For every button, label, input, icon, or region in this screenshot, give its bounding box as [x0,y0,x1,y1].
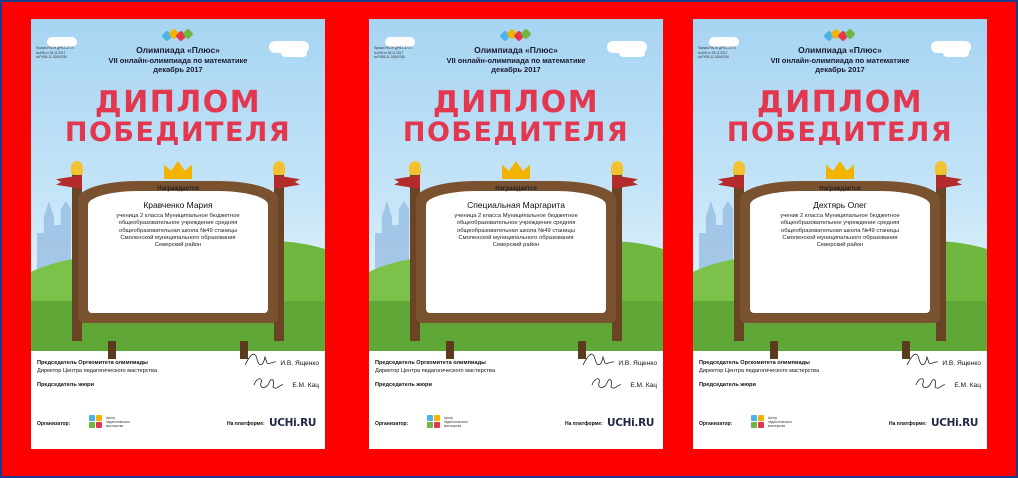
uchi-ru-logo: UCHi.RU [269,417,317,429]
chair-role: Директор Центра педагогического мастерства [699,368,820,374]
chair-role: Директор Центра педагогического мастерства [37,368,158,374]
platform-label: На платформе: [565,421,603,427]
diploma-title: ДИПЛОМ [94,85,262,120]
olympiad-subtitle: VII онлайн-олимпиада по математике [108,56,248,65]
olympiad-date: декабрь 2017 [491,65,541,74]
olympiad-subtitle: VII онлайн-олимпиада по математике [446,56,586,65]
jury-name: Е.М. Кац [292,382,319,389]
awarded-label: Награждается [495,186,537,192]
chair-signature-icon [243,349,277,369]
chair-label: Председатель Оргкомитета олимпиады [37,360,148,366]
recipient-name: Специальная Маргарита [467,200,565,210]
awarded-label: Награждается [157,186,199,192]
organizer-logo-icon [751,415,765,429]
olympiad-logo [825,30,855,42]
diploma-subtitle: ПОБЕДИТЕЛЯ [64,117,292,148]
platform-label: На платформе: [227,421,265,427]
bird-finial-icon [71,161,83,175]
chair-signature-icon [581,349,615,369]
organizer-label: Организатор: [375,421,409,427]
chair-name: И.В. Ященко [618,360,657,367]
jury-label: Председатель жюри [699,382,756,388]
jury-label: Председатель жюри [37,382,94,388]
chair-signature-icon [905,349,939,369]
diploma-card [693,19,987,449]
organizer-name: Центр педагогического мастерства [444,416,468,428]
olympiad-name: Олимпиада «Плюс» [474,45,558,55]
uchi-ru-logo: UCHi.RU [931,417,979,429]
platform-label: На платформе: [889,421,927,427]
smallprint-line: №РУВ5-11-02062030 [36,55,68,60]
diploma-title: ДИПЛОМ [756,85,924,120]
smallprint-line: Приказ РАОН ДРВ2-477/1 [374,46,413,50]
recipient-name: Кравченко Мария [143,200,213,210]
smallprint-line: №408 от 28.11.2017 [36,50,66,55]
olympiad-date: декабрь 2017 [153,65,203,74]
chair-name: И.В. Ященко [280,360,319,367]
diploma-subtitle: ПОБЕДИТЕЛЯ [402,117,630,148]
olympiad-logo [163,30,193,42]
recipient-description: ученица 2 класса Муниципальное бюджетное общеобразовательное учреждение средняя общеобразовательная школа №49 станицы Смоленской муниципального образования Северский район [454,213,578,249]
bird-finial-icon [611,161,623,175]
jury-signature-icon [251,373,285,393]
smallprint-line: Приказ РАОН ДРВ2-477/1 [698,46,737,50]
smallprint-line: Приказ РАОН ДРВ2-477/1 [36,46,75,50]
diploma-card [31,19,325,449]
chair-name: И.В. Ященко [942,360,981,367]
organizer-label: Организатор: [37,421,71,427]
jury-name: Е.М. Кац [954,382,981,389]
bird-finial-icon [409,161,421,175]
diploma-subtitle: ПОБЕДИТЕЛЯ [726,117,954,148]
jury-name: Е.М. Кац [630,382,657,389]
smallprint-line: №408 от 28.11.2017 [698,50,728,55]
bird-finial-icon [273,161,285,175]
organizer-logo-icon [89,415,103,429]
recipient-name: Дехтярь Олег [813,200,867,210]
chair-role: Директор Центра педагогического мастерства [375,368,496,374]
recipient-description: ученица 2 класса Муниципальное бюджетное общеобразовательное учреждение средняя общеобразовательная школа №49 станицы Смоленской муниципального образования Северский район [116,213,240,249]
organizer-name: Центр педагогического мастерства [106,416,130,428]
jury-signature-icon [913,373,947,393]
organizer-name: Центр педагогического мастерства [768,416,792,428]
olympiad-name: Олимпиада «Плюс» [136,45,220,55]
bird-finial-icon [733,161,745,175]
jury-signature-icon [589,373,623,393]
jury-label: Председатель жюри [375,382,432,388]
olympiad-name: Олимпиада «Плюс» [798,45,882,55]
organizer-label: Организатор: [699,421,733,427]
diploma-card [369,19,663,449]
uchi-ru-logo: UCHi.RU [607,417,655,429]
smallprint-line: №РУВ5-11-02062030 [698,55,730,60]
olympiad-subtitle: VII онлайн-олимпиада по математике [770,56,910,65]
bird-finial-icon [935,161,947,175]
awarded-label: Награждается [819,186,861,192]
organizer-logo-icon [427,415,441,429]
smallprint-line: №408 от 28.11.2017 [374,50,404,55]
olympiad-logo [501,30,531,42]
chair-label: Председатель Оргкомитета олимпиады [699,360,810,366]
diploma-title: ДИПЛОМ [432,85,600,120]
chair-label: Председатель Оргкомитета олимпиады [375,360,486,366]
recipient-description: ученик 2 класса Муниципальное бюджетное общеобразовательное учреждение средняя общеобразовательная школа №49 станицы Смоленской муниципального образования Северский район [780,213,900,249]
olympiad-date: декабрь 2017 [815,65,865,74]
smallprint-line: №РУВ5-11-02062030 [374,55,406,60]
